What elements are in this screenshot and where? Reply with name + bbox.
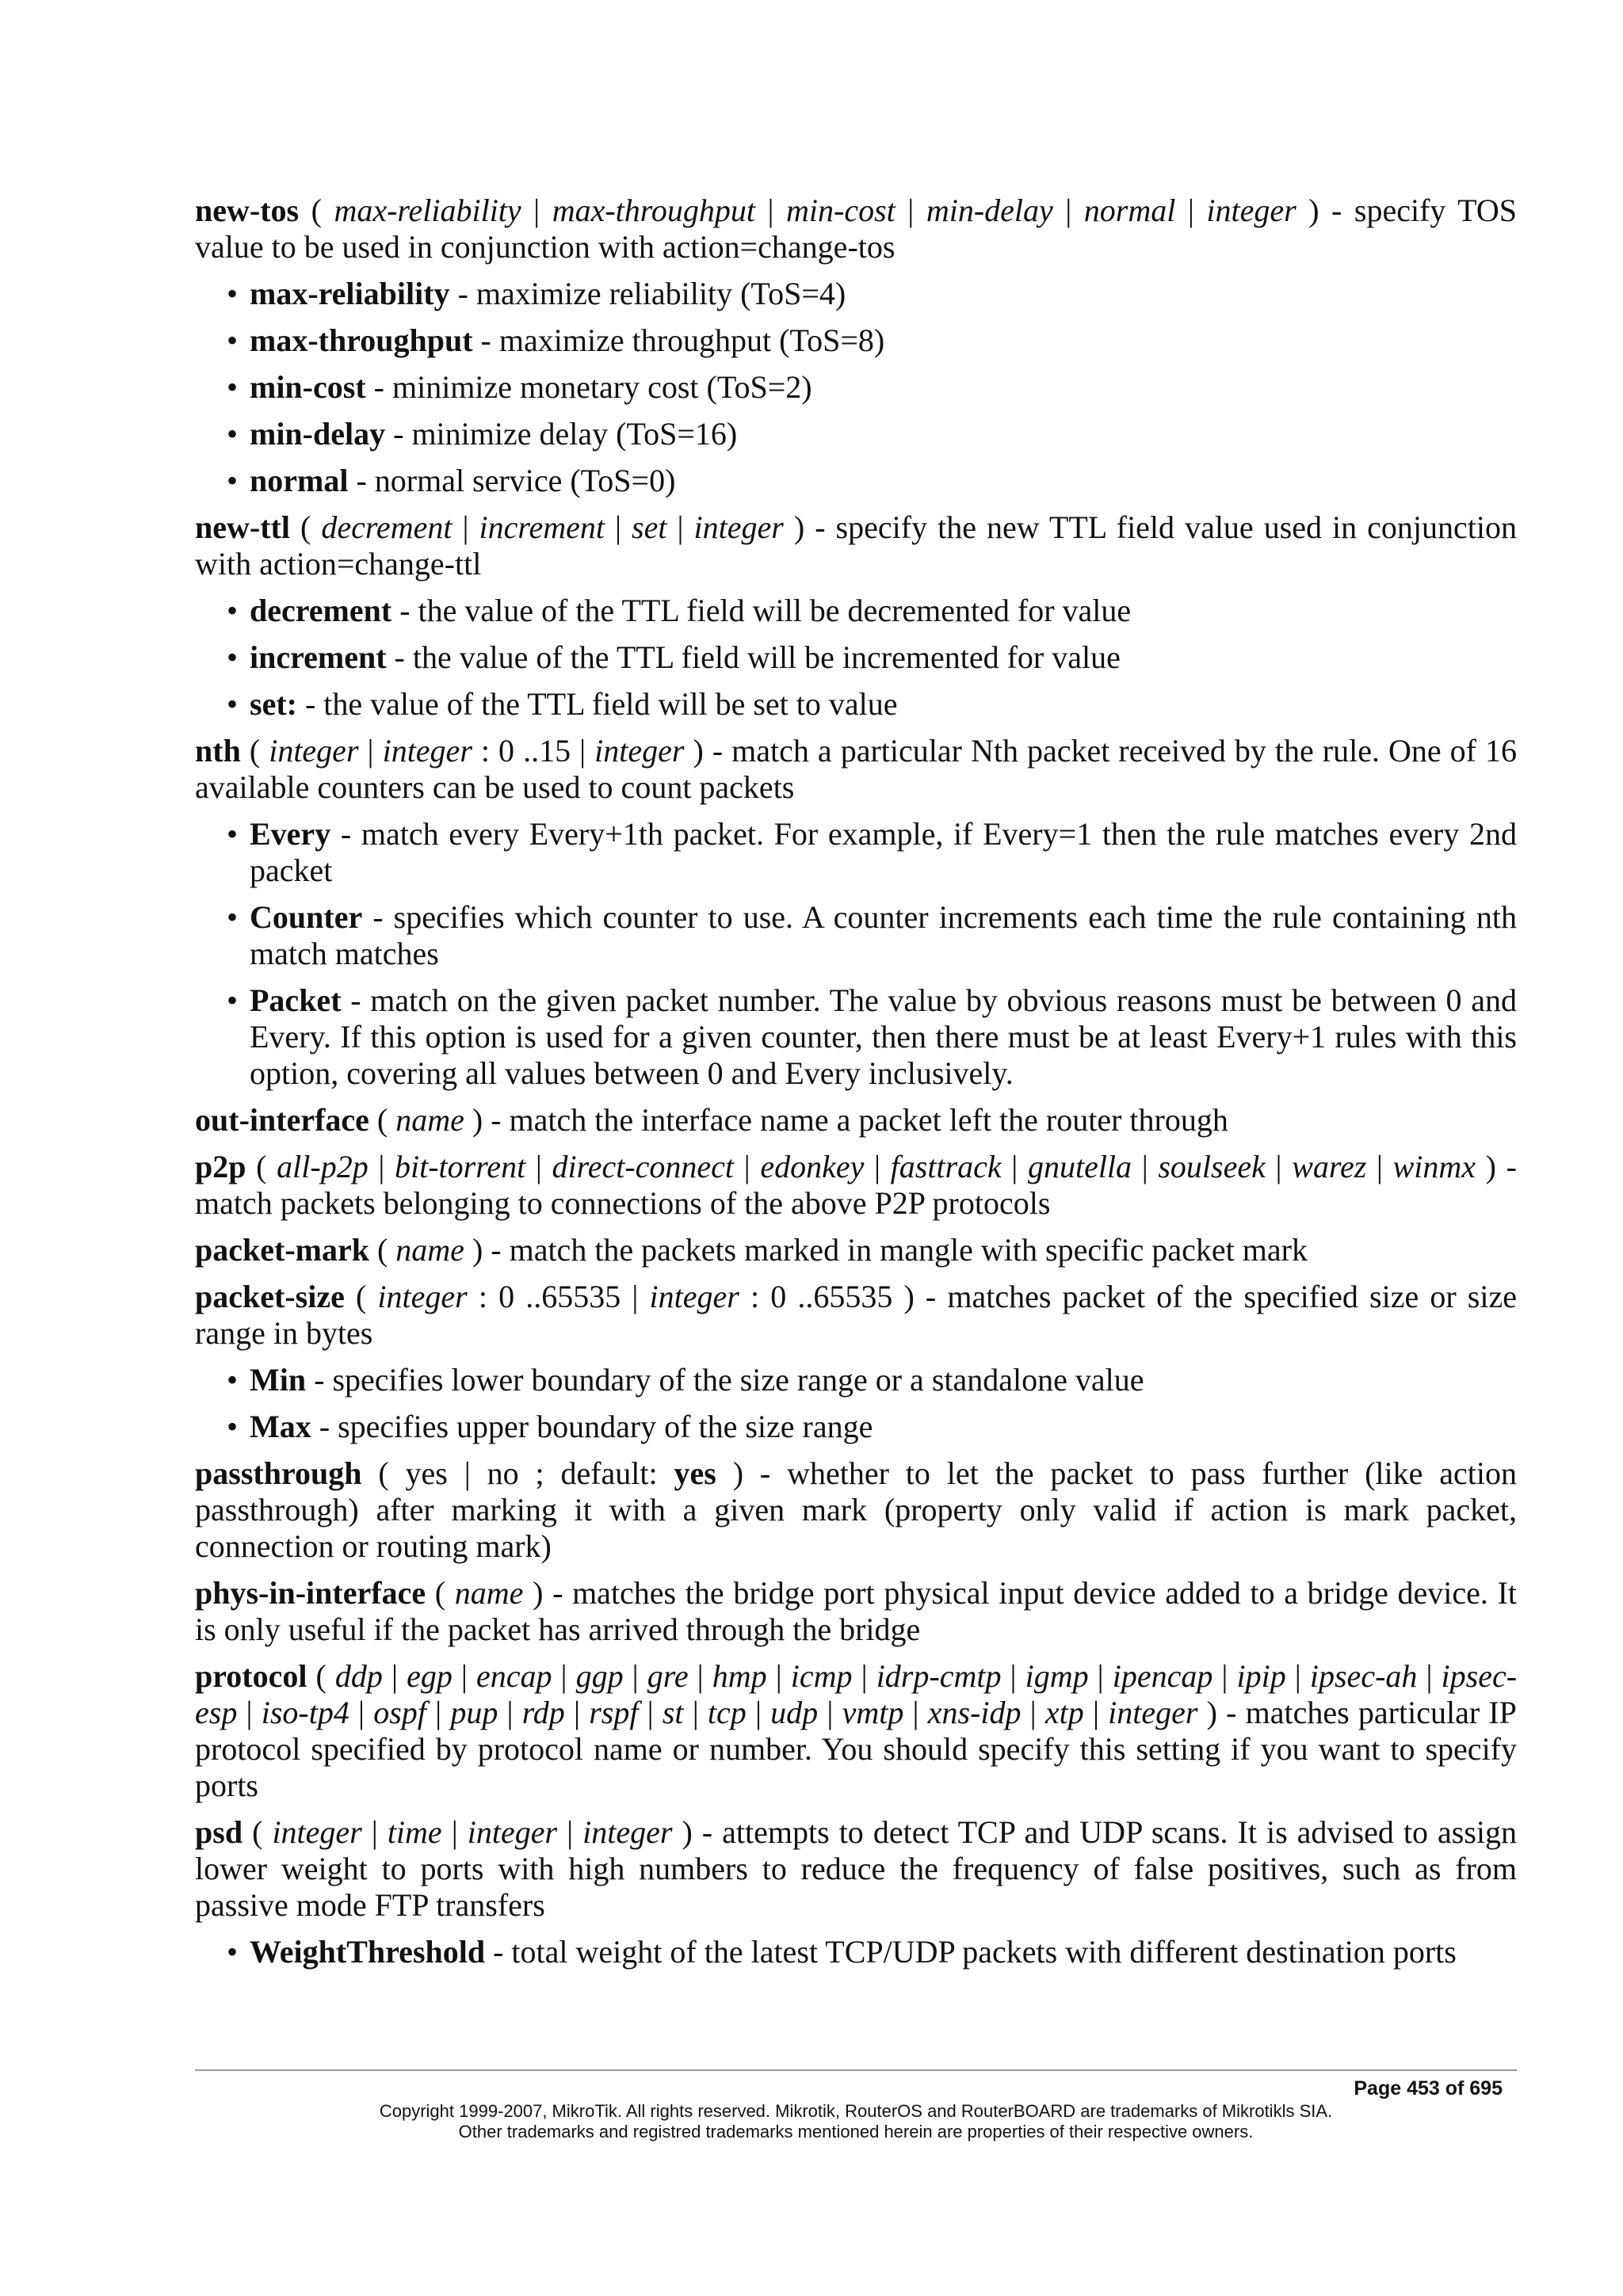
value-type: all-p2p [277,1149,369,1184]
value-type: max-reliability [334,193,521,228]
description-text: | [1417,1658,1442,1694]
value-type: warez [1292,1149,1367,1184]
value-type: xtp [1044,1695,1084,1730]
property-entry [195,1814,1517,1924]
value-type: decrement [321,509,453,545]
property-entry [195,1232,1517,1268]
default-value: yes [674,1455,716,1491]
description-text: ) - attempts to detect TCP and UDP scans. It is advised to assign lower weight to ports with high numbers to reduce the frequency of false positives, such as from passive mode FTP transfers [195,1814,1518,1923]
description-text: ( [256,1149,277,1184]
description-text: ( [315,1658,335,1694]
description-text: | [1052,193,1084,228]
option-item [195,1362,1517,1398]
description-text: : 0 ..65535 ) - matches packet of the specified size or size range in bytes [195,1279,1517,1351]
property-entry [195,1658,1517,1804]
description-text: ( [376,1102,396,1138]
value-type: ddp [334,1658,383,1694]
description-text: | [382,1658,407,1694]
property-name: psd [195,1814,243,1850]
property-entry [195,1575,1517,1648]
option-item [195,639,1517,676]
description-text: ) - specify TOS value to be used in conjunction with action=change-tos [195,193,1518,265]
bullet-icon: • [227,639,239,675]
option-item [195,416,1517,452]
value-type: fasttrack [890,1149,1002,1184]
description-text: | [1001,1149,1028,1184]
description-text: | [1265,1149,1293,1184]
description-text: ( [355,1279,378,1314]
option-item [195,463,1517,499]
value-type: set [632,509,667,545]
option-description: - specifies upper boundary of the size range [311,1409,873,1444]
option-key: max-reliability [250,276,450,311]
value-type: gnutella [1027,1149,1132,1184]
value-type: ipip [1236,1658,1286,1694]
value-type: integer [1206,193,1296,228]
option-item [195,816,1517,889]
value-type: igmp [1025,1658,1089,1694]
bullet-icon: • [227,322,239,358]
property-name: packet-size [195,1279,345,1314]
value-type: tcp [707,1695,747,1730]
value-type: encap [475,1658,552,1694]
option-description: - total weight of the latest TCP/UDP packets with different destination ports [485,1934,1457,1970]
description-text: ) - specify the new TTL field value used in conjunction with action=change-ttl [195,509,1518,582]
description-text: ) - match the packets marked in mangle with specific packet mark [464,1232,1308,1268]
description-text: ) - whether to let the packet to pass further (like action passthrough) after marking it with a given mark (property only valid if action is mark packet, connection or routing mark) [195,1455,1517,1564]
option-key: Packet [250,982,342,1018]
property-name: new-tos [195,193,300,228]
option-key: Max [250,1409,311,1444]
value-type: edonkey [760,1149,865,1184]
option-item [195,276,1517,312]
option-key: WeightThreshold [250,1934,486,1970]
option-item [195,982,1517,1092]
property-entry [195,1149,1517,1222]
description-text: | [452,1658,476,1694]
option-description: - specifies which counter to use. A counter increments each time the rule containing nth match matches [250,899,1517,971]
value-type: egp [407,1658,453,1694]
value-type: xns-idp [927,1695,1022,1730]
description-text: : 0 ..65535 | [467,1279,650,1314]
bullet-icon: • [227,1934,239,1970]
description-text: ) - match the interface name a packet left the router through [464,1102,1228,1138]
option-description: - maximize throughput (ToS=8) [472,322,885,358]
description-text: | [498,1695,522,1730]
description-text: | [864,1149,891,1184]
description-text: | [746,1695,771,1730]
property-list [195,193,1517,1981]
option-key: increment [250,639,387,675]
option-key: Counter [250,899,363,935]
option-item [195,593,1517,629]
value-type: ipsec-esp [195,1658,1518,1730]
option-description: - the value of the TTL field will be incremented for value [386,639,1121,675]
value-type: min-delay [926,193,1053,228]
bullet-icon: • [227,1409,239,1444]
value-type: integer [693,509,784,545]
property-entry [195,1102,1517,1138]
description-text: | [754,193,787,228]
description-text: | [1083,1695,1109,1730]
option-key: max-throughput [250,322,473,358]
description-text: ( [376,1232,396,1268]
value-type: integer [382,733,472,769]
value-type: integer [1108,1695,1198,1730]
value-type: ospf [373,1695,426,1730]
property-entry [195,1279,1517,1352]
value-type: integer [272,1814,362,1850]
option-description: - maximize reliability (ToS=4) [449,276,846,311]
value-type: min-cost [786,193,896,228]
value-type: rspf [589,1695,639,1730]
description-text: | [426,1695,451,1730]
value-type: normal [1083,193,1176,228]
option-description: - match every Every+1th packet. For example, if Every=1 then the rule matches every 2nd packet [250,816,1517,888]
value-type: st [662,1695,684,1730]
option-key: normal [250,463,349,498]
value-type: integer [594,733,685,769]
option-description: - specifies lower boundary of the size range or a standalone value [306,1362,1144,1398]
description-text: | [683,1695,708,1730]
value-type: udp [770,1695,819,1730]
option-list [195,276,1517,499]
option-item [195,686,1517,723]
description-text: | [852,1658,876,1694]
bullet-icon: • [227,816,239,852]
property-name: protocol [195,1658,307,1694]
property-entry [195,733,1517,806]
description-text: | [903,1695,928,1730]
option-item [195,899,1517,972]
trademark-notice: Other trademarks and registred trademarks mentioned herein are properties of their respective owners. [458,2122,1254,2142]
description-text: | [623,1658,647,1694]
value-type: winmx [1392,1149,1476,1184]
property-name: packet-mark [195,1232,369,1268]
description-text: ( [434,1575,455,1611]
bullet-icon: • [227,276,239,311]
description-text: | [1001,1658,1025,1694]
value-type: integer [467,1814,558,1850]
option-item [195,1934,1517,1970]
value-type: name [454,1575,524,1611]
option-item [195,1409,1517,1445]
description-text: | [1285,1658,1310,1694]
bullet-icon: • [227,416,239,452]
description-text: | [666,509,694,545]
description-text: | [688,1658,712,1694]
description-text: | [734,1149,761,1184]
value-type: integer [269,733,359,769]
bullet-icon: • [227,982,239,1018]
value-type: hmp [712,1658,767,1694]
value-type: integer [377,1279,468,1314]
description-text: | [552,1658,576,1694]
footer-divider [195,2069,1517,2071]
description-text: ( [252,1814,273,1850]
description-text: | [1212,1658,1237,1694]
description-text: | [441,1814,468,1850]
description-text: ( [300,509,322,545]
description-text: | [818,1695,842,1730]
option-list [195,1934,1517,1970]
description-text: ) - match a particular Nth packet received by the rule. One of 16 available counters can be used to count packets [195,733,1518,805]
property-name: new-ttl [195,509,290,545]
property-name: p2p [195,1149,246,1184]
property-entry [195,193,1517,265]
option-key: Every [250,816,331,852]
page-number: Page 453 of 695 [1354,2077,1503,2100]
description-text: | [349,1695,374,1730]
option-description: - match on the given packet number. The value by obvious reasons must be between 0 and Every. If this option is used for a given counter, then there must be at least Every+1 rules with this option, covering all values between 0 and Every inclusively. [250,982,1517,1091]
option-key: min-delay [250,416,386,452]
option-list [195,593,1517,723]
property-entry [195,509,1517,582]
description-text: | [1366,1149,1393,1184]
value-type: vmtp [842,1695,904,1730]
description-text: ) - matches the bridge port physical input device added to a bridge device. It is only useful if the packet has arrived through the bridge [195,1575,1517,1647]
option-list [195,1362,1517,1445]
option-key: decrement [250,593,392,628]
value-type: idrp-cmtp [876,1658,1002,1694]
value-type: increment [479,509,605,545]
description-text: | [895,193,926,228]
description-text: | [1132,1149,1159,1184]
description-text: | [521,193,552,228]
value-type: ipencap [1112,1658,1213,1694]
description-text: | [368,1149,395,1184]
description-text: | [358,733,383,769]
value-type: name [395,1232,464,1268]
description-text: : 0 ..15 | [472,733,595,769]
property-name: passthrough [195,1455,362,1491]
value-type: integer [649,1279,739,1314]
description-text: | [604,509,632,545]
option-key: min-cost [250,369,366,405]
option-description: - the value of the TTL field will be set to value [296,686,898,722]
value-type: iso-tp4 [261,1695,349,1730]
bullet-icon: • [227,1362,239,1398]
option-list [195,816,1517,1092]
description-text: | [452,509,479,545]
description-text: ) - matches particular IP protocol specified by protocol name or number. You should specify this setting if you want to specify ports [195,1695,1517,1803]
option-item [195,369,1517,406]
option-item [195,322,1517,359]
property-name: nth [195,733,241,769]
bullet-icon: • [227,369,239,405]
value-type: rdp [521,1695,565,1730]
description-text: | [237,1695,262,1730]
value-type: pup [450,1695,498,1730]
option-key: set: [250,686,297,722]
bullet-icon: • [227,463,239,498]
description-text: | [1021,1695,1045,1730]
description-text: | [525,1149,552,1184]
copyright-notice: Copyright 1999-2007, MikroTik. All rights reserved. Mikrotik, RouterOS and RouterBOARD are trademarks of Mikrotikls SIA. [379,2101,1333,2121]
property-name: phys-in-interface [195,1575,426,1611]
bullet-icon: • [227,593,239,628]
value-type: direct-connect [552,1149,735,1184]
option-description: - minimize delay (ToS=16) [385,416,738,452]
description-text: | [1088,1658,1113,1694]
description-text: ( [249,733,269,769]
description-text: | [564,1695,590,1730]
description-text: ( yes | no ; default: [378,1455,674,1491]
value-type: icmp [790,1658,853,1694]
property-entry [195,1455,1517,1565]
description-text: | [361,1814,388,1850]
description-text: ( [311,193,334,228]
value-type: name [395,1102,464,1138]
option-description: - normal service (ToS=0) [348,463,676,498]
description-text: | [766,1658,791,1694]
value-type: soulseek [1158,1149,1266,1184]
description-text: ) - match packets belonging to connections of the above P2P protocols [195,1149,1517,1221]
page-footer [195,2076,1517,2142]
value-type: gre [647,1658,689,1694]
description-text: | [638,1695,663,1730]
value-type: max-throughput [552,193,755,228]
description-text: | [1175,193,1207,228]
option-description: - minimize monetary cost (ToS=2) [365,369,812,405]
bullet-icon: • [227,686,239,722]
value-type: bit-torrent [395,1149,526,1184]
option-description: - the value of the TTL field will be decremented for value [391,593,1132,628]
description-text: | [557,1814,583,1850]
value-type: ggp [575,1658,624,1694]
property-name: out-interface [195,1102,369,1138]
option-key: Min [250,1362,307,1398]
value-type: integer [582,1814,673,1850]
value-type: time [387,1814,442,1850]
bullet-icon: • [227,899,239,935]
value-type: ipsec-ah [1309,1658,1418,1694]
